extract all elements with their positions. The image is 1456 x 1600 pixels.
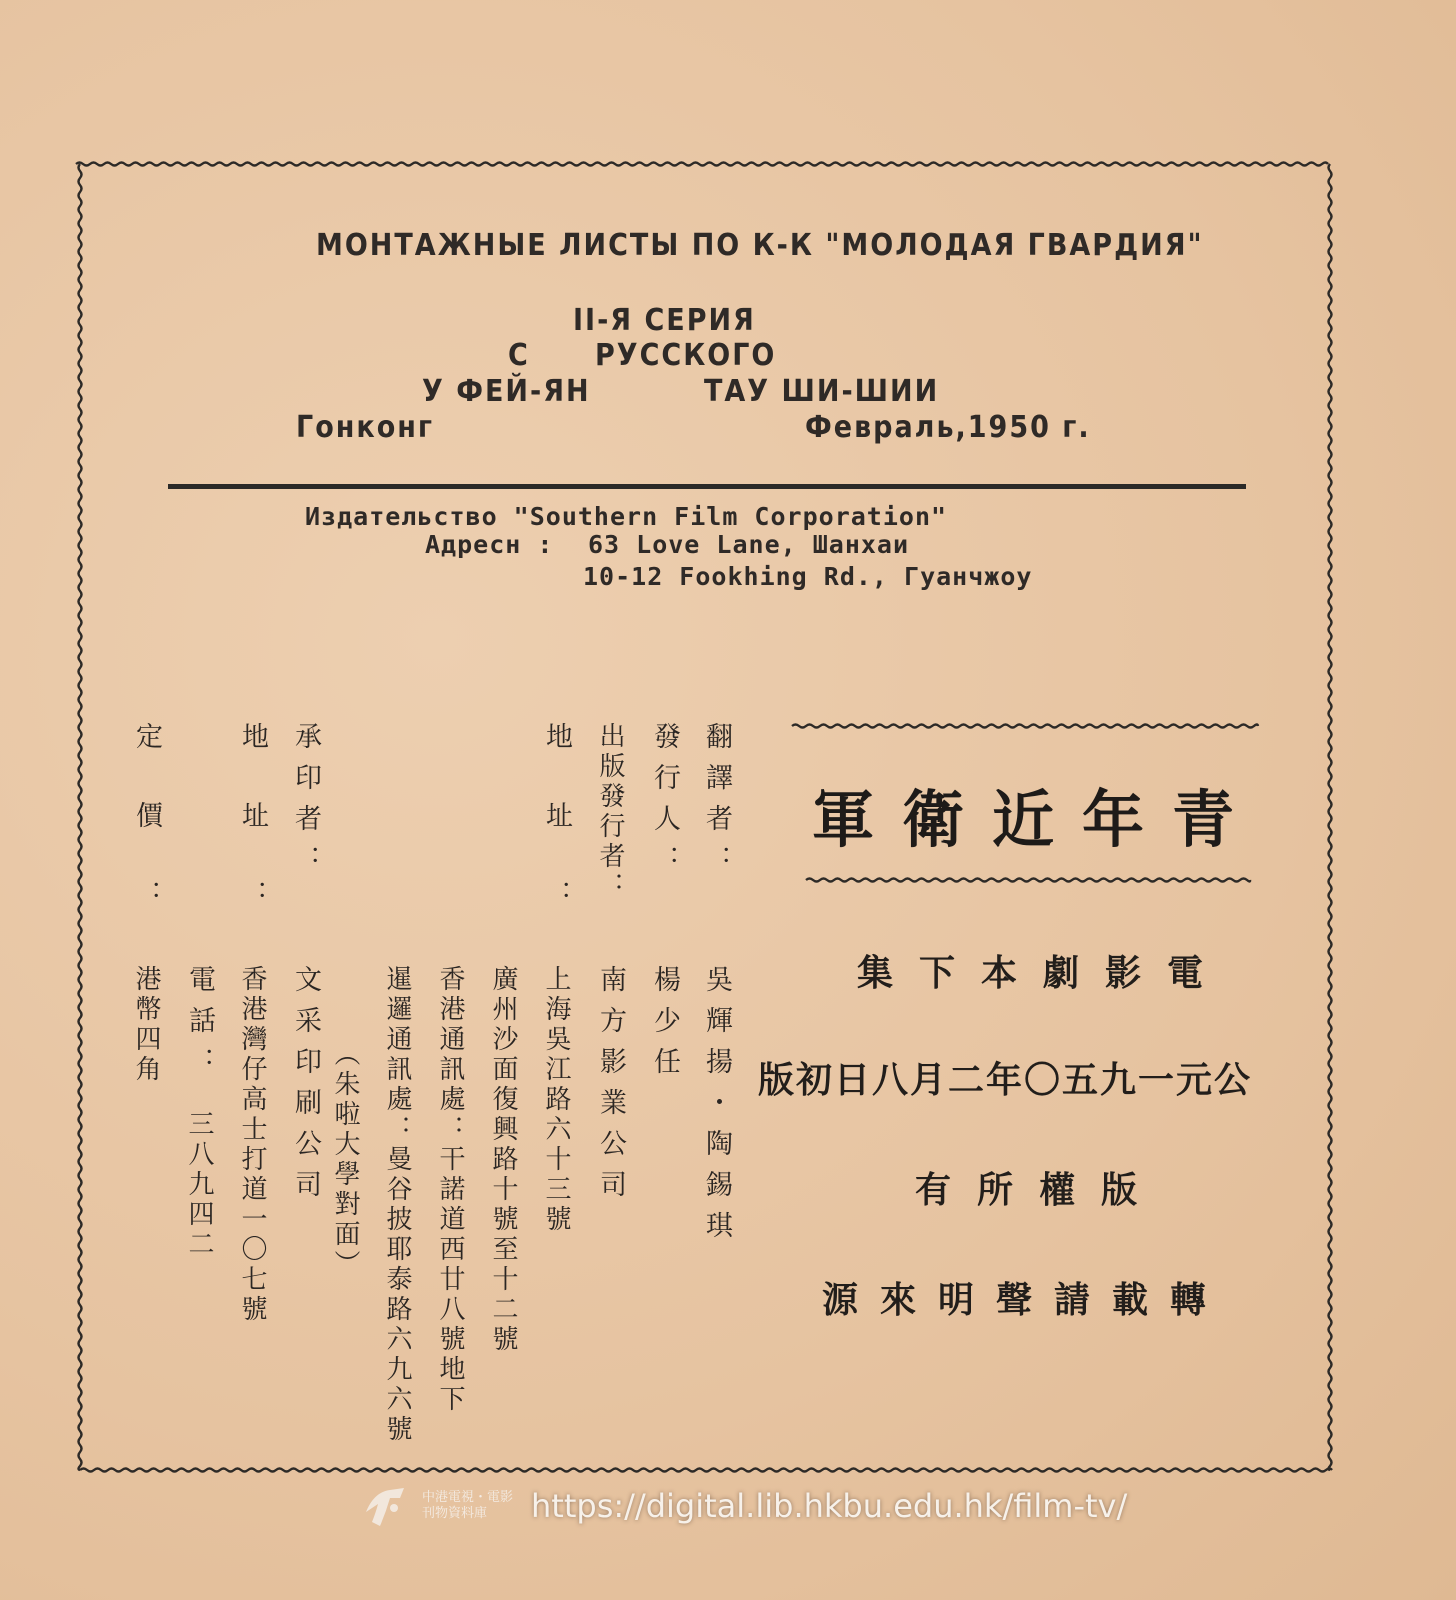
- translator-1-ru: У ФЕЙ-ЯН: [422, 374, 591, 409]
- library-logo-icon: [360, 1482, 412, 1530]
- printer-label-cn: 承印者：: [290, 722, 321, 886]
- address-bangkok-note: （朱啦大學對面）: [330, 1040, 360, 1280]
- issuer-label-cn: 發行人：: [649, 722, 680, 886]
- logo-text: [422, 1490, 513, 1522]
- address-bangkok: 暹邏通訊處：曼谷披耶泰路六九六號: [382, 965, 412, 1445]
- translator-label-cn: 翻譯者：: [701, 722, 732, 886]
- publisher-label-cn: 出版發行者：: [595, 722, 625, 902]
- address-guangzhou: 廣州沙面復興路十號至十二號: [488, 965, 518, 1355]
- reprint-cn: 轉載請聲明來源: [822, 1279, 1229, 1321]
- logo-line-2: 刊物資料庫: [422, 1506, 488, 1521]
- logo-line-1: 中港電視・電影: [422, 1490, 514, 1505]
- frame-top-border: [76, 163, 1328, 166]
- footer-watermark: [360, 1480, 1127, 1532]
- phone-value-cn: 三八九四二: [184, 1110, 214, 1260]
- frame-right-border: [1329, 164, 1332, 1470]
- printer-address-value-cn: 香港灣仔高士打道一〇七號: [237, 965, 267, 1325]
- title-top-rule: [792, 725, 1258, 728]
- phone-label-cn: 電話：: [184, 965, 215, 1088]
- price-label-cn: 定價：: [131, 722, 162, 959]
- edition-cn: 公元一九五〇年二月八日初版: [758, 1059, 1253, 1101]
- address-hongkong: 香港通訊處：干諾道西廿八號地下: [435, 965, 465, 1415]
- series-label: II-Я СЕРИЯ: [573, 303, 756, 338]
- source-url[interactable]: https://digital.lib.hkbu.edu.hk/film-tv/: [531, 1487, 1128, 1525]
- language-label: РУССКОГО: [595, 338, 777, 373]
- frame-left-border: [79, 164, 82, 1470]
- publisher-value-cn: 南方影業公司: [595, 965, 626, 1211]
- copyright-cn: 版權所有: [915, 1169, 1164, 1211]
- city-label: Гонконг: [296, 410, 435, 445]
- translator-2-ru: ТАУ ШИ-ШИИ: [704, 374, 940, 409]
- address-label-cn: 地址：: [541, 722, 572, 959]
- address-1-ru: 63 Love Lane, Шанхаи: [588, 530, 910, 559]
- film-title-cn: 青年近衛軍: [812, 783, 1263, 856]
- frame-bottom-border: [80, 1469, 1332, 1472]
- date-label: Февраль,1950 г.: [805, 410, 1091, 445]
- price-value-cn: 港幣四角: [131, 965, 161, 1085]
- publisher-ru: Издательство "Southern Film Corporation": [305, 502, 948, 531]
- printer-value-cn: 文采印刷公司: [290, 965, 321, 1211]
- printer-address-label-cn: 地址：: [237, 722, 268, 959]
- address-label-ru: Адресн :: [425, 530, 554, 559]
- header-rule: [168, 484, 1246, 489]
- subtitle-cn: 電影劇本下集: [857, 952, 1230, 994]
- russian-title: МОНТАЖНЫЕ ЛИСТЫ ПО К-К "МОЛОДАЯ ГВАРДИЯ": [316, 228, 1204, 263]
- address-shanghai: 上海吳江路六十三號: [541, 965, 571, 1235]
- title-bottom-rule: [806, 879, 1250, 882]
- from-label: С: [508, 338, 530, 373]
- address-2-ru: 10-12 Fookhing Rd., Гуанчжоу: [583, 562, 1033, 591]
- translator-value-cn: 吳輝揚・陶錫琪: [701, 965, 732, 1252]
- issuer-value-cn: 楊少任: [649, 965, 680, 1088]
